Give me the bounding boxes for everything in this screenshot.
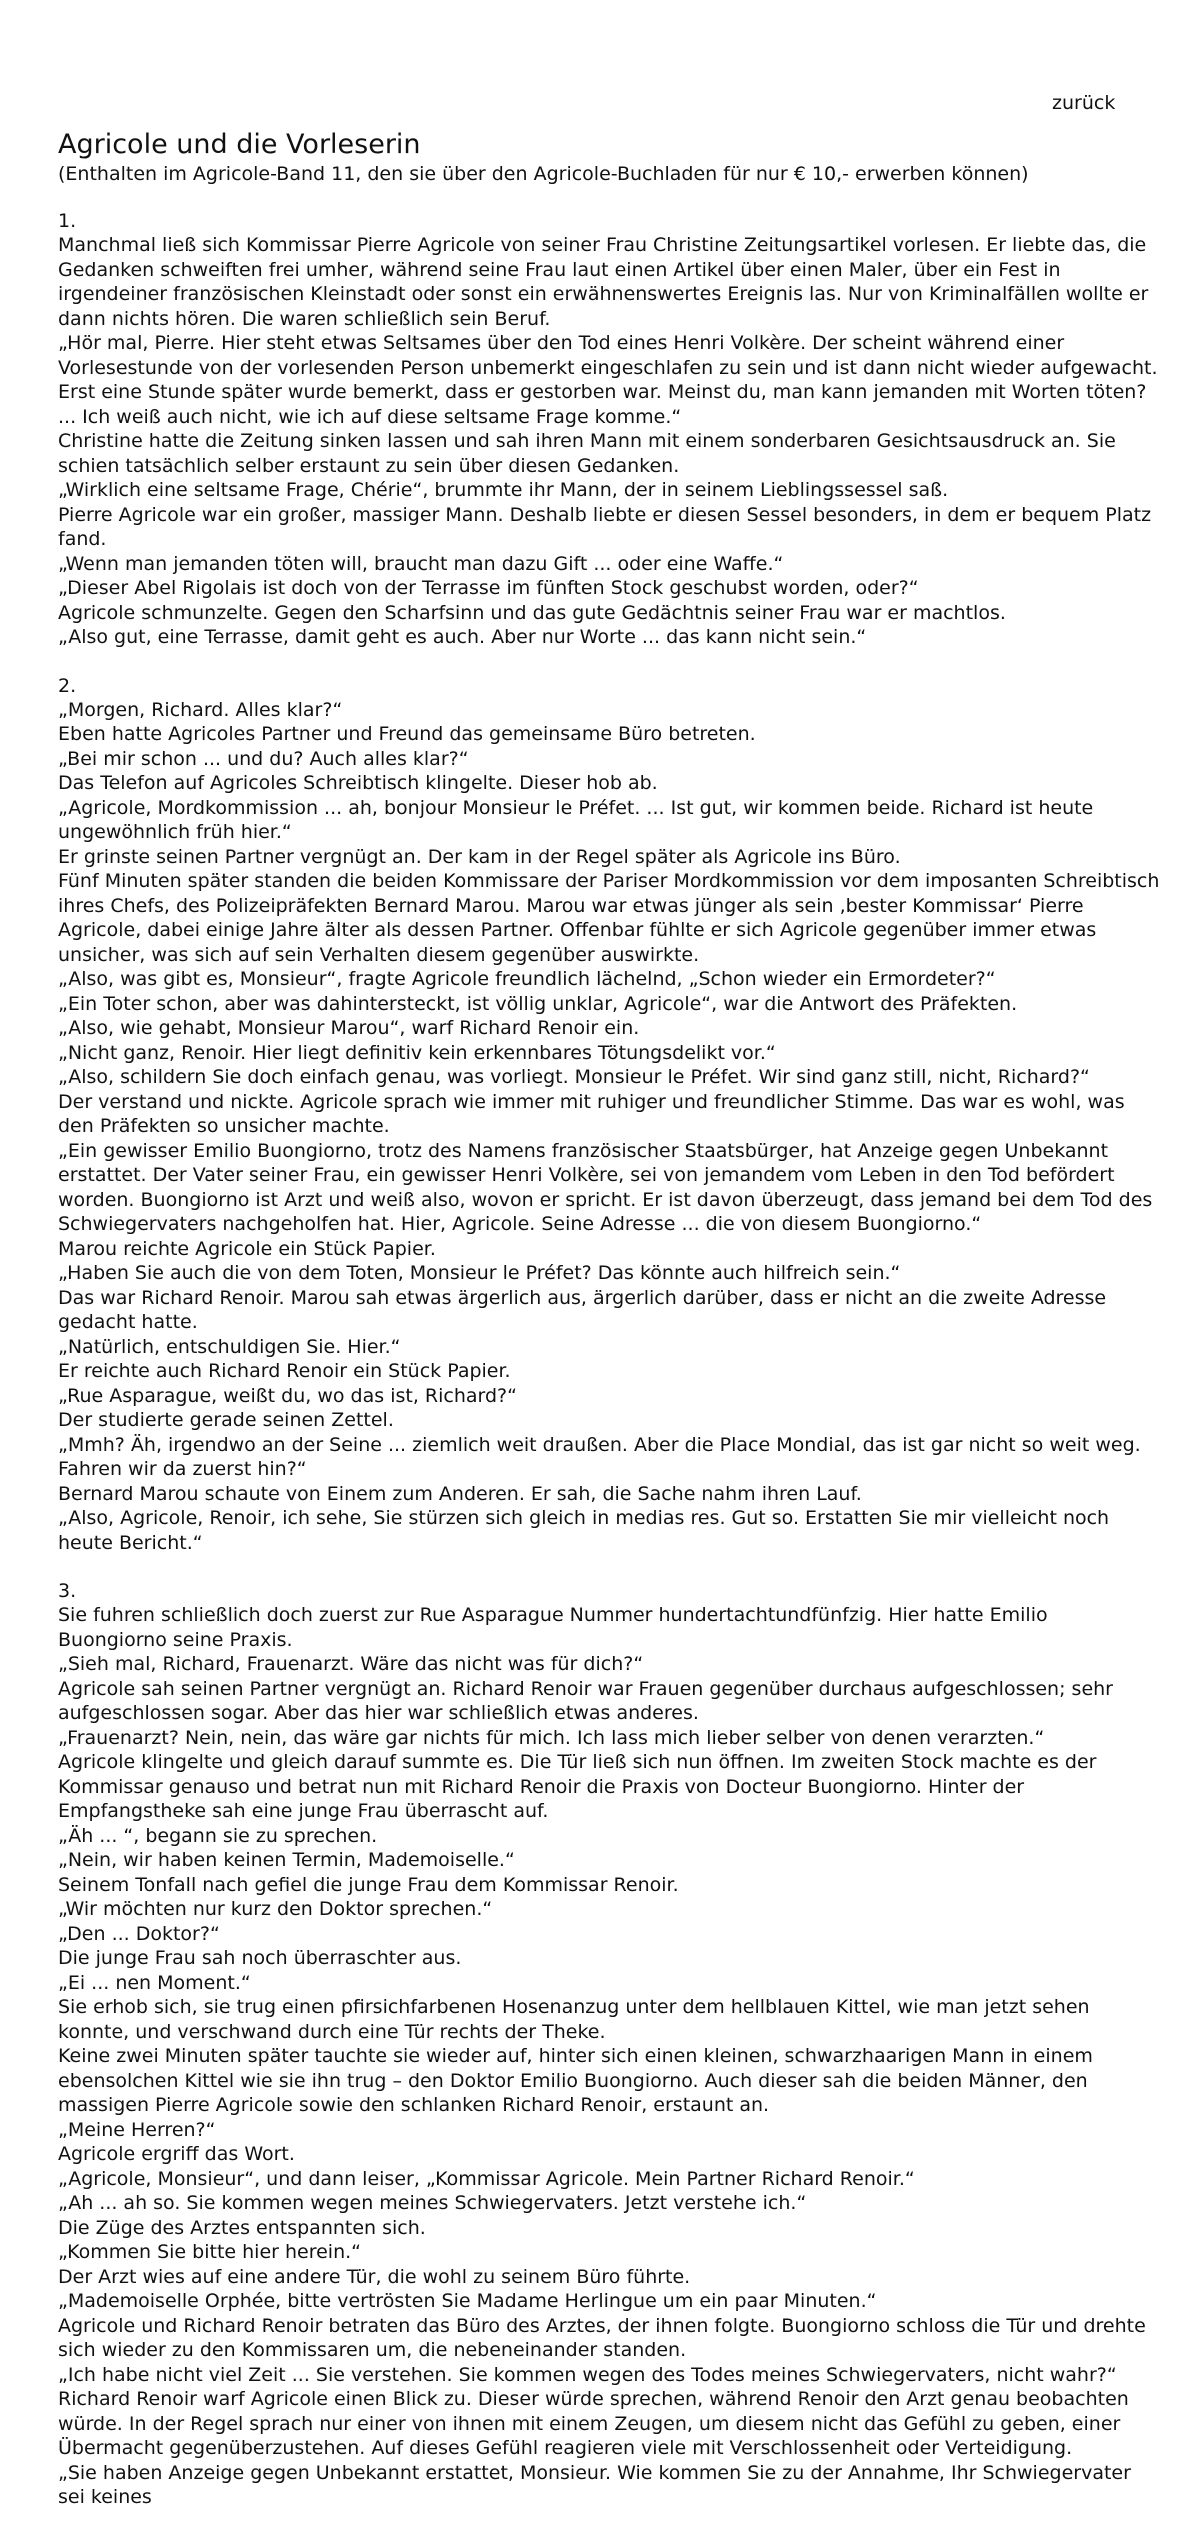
- story-paragraph: „Meine Herren?“: [58, 2118, 216, 2141]
- story-paragraph: „Also, wie gehabt, Monsieur Marou“, warf Richard Renoir ein.: [58, 1017, 640, 1039]
- story-paragraph: Richard Renoir warf Agricole einen Blick zu. Dieser würde sprechen, während Renoir den Arzt genau beobachten würde. In der Regel sprach nur einer von ihnen mit einem Zeugen, um diesem nicht das Gefühl zu geben, einer Übermacht gegenüberzustehen. Auf dieses Gefühl reagieren viele mit Verschlossenheit oder Verteidigung.: [58, 2388, 1129, 2459]
- story-paragraph: Manchmal ließ sich Kommissar Pierre Agricole von seiner Frau Christine Zeitungsartikel vorlesen. Er liebte das, die Gedanken schweiften frei umher, während seine Frau laut einen Artikel über einen Maler, über ein Fest in irgendeiner französischen Kleinstadt oder sonst ein erwähnenswertes Ereignis las. Nur von Kriminalfällen wollte er dann nichts hören. Die waren schließlich sein Beruf.: [58, 234, 1149, 330]
- story-paragraph: „Nein, wir haben keinen Termin, Mademoiselle.“: [58, 1849, 515, 1871]
- story-content: [58, 128, 1160, 2534]
- story-section: [58, 674, 1160, 1556]
- story-paragraph: „Wir möchten nur kurz den Doktor sprechen.“: [58, 1898, 493, 1920]
- story-paragraph: „Ei ... nen Moment.“: [58, 1971, 251, 1994]
- story-paragraph: „Sie haben Anzeige gegen Unbekannt erstattet, Monsieur. Wie kommen Sie zu der Annahme, Ihr Schwiegervater sei keines: [58, 2461, 1131, 2508]
- story-paragraph: „Mmh? Äh, irgendwo an der Seine ... ziemlich weit draußen. Aber die Place Mondial, das ist gar nicht so weit weg. Fahren wir da zuerst hin?“: [58, 1433, 1141, 1480]
- story-paragraph: „Äh ... “, begann sie zu sprechen.: [58, 1824, 378, 1847]
- story-paragraph: Keine zwei Minuten später tauchte sie wieder auf, hinter sich einen kleinen, schwarzhaarigen Mann in einem ebensolchen Kittel wie sie ihn trug – den Doktor Emilio Buongiorno. Auch dieser sah die beiden Männer, den massigen Pierre Agricole sowie den schlanken Richard Renoir, erstaunt an.: [58, 2045, 1093, 2116]
- section-number: 3.: [58, 1580, 77, 1602]
- story-paragraph: Marou reichte Agricole ein Stück Papier.: [58, 1237, 436, 1260]
- story-paragraph: Der studierte gerade seinen Zettel.: [58, 1409, 394, 1431]
- story-paragraph: Pierre Agricole war ein großer, massiger Mann. Deshalb liebte er diesen Sessel besonders, in dem er bequem Platz fand.: [58, 503, 1152, 550]
- story-paragraph: „Agricole, Monsieur“, und dann leiser, „Kommissar Agricole. Mein Partner Richard Renoir.“: [58, 2167, 915, 2190]
- story-paragraph: „Ah ... ah so. Sie kommen wegen meines Schwiegervaters. Jetzt verstehe ich.“: [58, 2192, 807, 2214]
- story-paragraph: „Dieser Abel Rigolais ist doch von der Terrasse im fünften Stock geschubst worden, oder?“: [58, 577, 919, 599]
- story-paragraph: Fünf Minuten später standen die beiden Kommissare der Pariser Mordkommission vor dem imposanten Schreibtisch ihres Chefs, des Polizeipräfekten Bernard Marou. Marou war etwas jünger als sein ‚bester Kommissar‘ Pierre Agricole, dabei einige Jahre älter als dessen Partner. Offenbar fühlte er sich Agricole gegenüber immer etwas unsicher, was sich auf sein Verhalten diesem gegenüber auswirkte.: [58, 870, 1160, 966]
- story-paragraph: Eben hatte Agricoles Partner und Freund das gemeinsame Büro betreten.: [58, 723, 756, 745]
- story-paragraph: Er reichte auch Richard Renoir ein Stück Papier.: [58, 1360, 511, 1382]
- story-paragraph: Agricole klingelte und gleich darauf summte es. Die Tür ließ sich nun öffnen. Im zweiten Stock machte es der Kommissar genauso und betrat nun mit Richard Renoir die Praxis von Docteur Buongiorno. Hinter der Empfangstheke sah eine junge Frau überrascht auf.: [58, 1751, 1097, 1822]
- story-paragraph: Das Telefon auf Agricoles Schreibtisch klingelte. Dieser hob ab.: [58, 772, 658, 794]
- story-paragraph: Agricole schmunzelte. Gegen den Scharfsinn und das gute Gedächtnis seiner Frau war er machtlos.: [58, 601, 1006, 624]
- section-number: 1.: [58, 210, 77, 232]
- story-paragraph: Bernard Marou schaute von Einem zum Anderen. Er sah, die Sache nahm ihren Lauf.: [58, 1482, 862, 1505]
- story-paragraph: „Hör mal, Pierre. Hier steht etwas Seltsames über den Tod eines Henri Volkère. Der scheint während einer Vorlesestunde von der vorlesenden Person unbemerkt eingeschlafen zu sein und ist dann nicht wieder aufgewacht. Erst eine Stunde später wurde bemerkt, dass er gestorben war. Meinst du, man kann jemanden mit Worten töten? ... Ich weiß auch nicht, wie ich auf diese seltsame Frage komme.“: [58, 332, 1158, 428]
- story-paragraph: Er grinste seinen Partner vergnügt an. Der kam in der Regel später als Agricole ins Büro.: [58, 845, 901, 868]
- story-paragraph: „Ich habe nicht viel Zeit ... Sie verstehen. Sie kommen wegen des Todes meines Schwiegervaters, nicht wahr?“: [58, 2363, 1117, 2386]
- story-paragraph: „Morgen, Richard. Alles klar?“: [58, 698, 343, 721]
- story-paragraph: „Also, was gibt es, Monsieur“, fragte Agricole freundlich lächelnd, „Schon wieder ein Ermordeter?“: [58, 968, 996, 990]
- story-paragraph: Die Züge des Arztes entspannten sich.: [58, 2216, 426, 2239]
- story-section: [58, 209, 1160, 650]
- story-paragraph: „Rue Asparague, weißt du, wo das ist, Richard?“: [58, 1384, 517, 1407]
- story-paragraph: Sie fuhren schließlich doch zuerst zur Rue Asparague Nummer hundertachtundfünfzig. Hier hatte Emilio Buongiorno seine Praxis.: [58, 1604, 1048, 1651]
- story-paragraph: „Also gut, eine Terrasse, damit geht es auch. Aber nur Worte ... das kann nicht sein.“: [58, 626, 867, 648]
- story-paragraph: „Also, Agricole, Renoir, ich sehe, Sie stürzen sich gleich in medias res. Gut so. Erstatten Sie mir vielleicht noch heute Bericht.“: [58, 1507, 1110, 1554]
- story-subtitle: (Enthalten im Agricole-Band 11, den sie über den Agricole-Buchladen für nur € 10,- erwerben können): [58, 163, 1029, 185]
- story-paragraph: „Nicht ganz, Renoir. Hier liegt definitiv kein erkennbares Tötungsdelikt vor.“: [58, 1041, 776, 1064]
- story-paragraph: Agricole ergriff das Wort.: [58, 2143, 295, 2165]
- story-paragraph: „Sieh mal, Richard, Frauenarzt. Wäre das nicht was für dich?“: [58, 1653, 644, 1675]
- story-paragraph: Das war Richard Renoir. Marou sah etwas ärgerlich aus, ärgerlich darüber, dass er nicht an die zweite Adresse gedacht hatte.: [58, 1286, 1107, 1333]
- story-paragraph: „Frauenarzt? Nein, nein, das wäre gar nichts für mich. Ich lass mich lieber selber von denen verarzten.“: [58, 1726, 1045, 1749]
- story-paragraph: Der verstand und nickte. Agricole sprach wie immer mit ruhiger und freundlicher Stimme. Das war es wohl, was den Präfekten so unsicher machte.: [58, 1090, 1125, 1137]
- story-paragraph: „Mademoiselle Orphée, bitte vertrösten Sie Madame Herlingue um ein paar Minuten.“: [58, 2290, 877, 2312]
- story-paragraph: Agricole sah seinen Partner vergnügt an. Richard Renoir war Frauen gegenüber durchaus aufgeschlossen; sehr aufgeschlossen sogar. Aber das hier war schließlich etwas anderes.: [58, 1677, 1113, 1724]
- story-title: Agricole und die Vorleserin: [58, 129, 421, 160]
- story-paragraph: Seinem Tonfall nach gefiel die junge Frau dem Kommissar Renoir.: [58, 1873, 679, 1896]
- story-paragraph: „Wirklich eine seltsame Frage, Chérie“, brummte ihr Mann, der in seinem Lieblingssessel saß.: [58, 479, 949, 501]
- section-number: 2.: [58, 674, 77, 697]
- story-paragraph: „Wenn man jemanden töten will, braucht man dazu Gift ... oder eine Waffe.“: [58, 552, 784, 575]
- story-sections: [58, 209, 1160, 2510]
- story-paragraph: „Den ... Doktor?“: [58, 1922, 220, 1945]
- story-paragraph: „Natürlich, entschuldigen Sie. Hier.“: [58, 1335, 401, 1358]
- story-paragraph: Agricole und Richard Renoir betraten das Büro des Arztes, der ihnen folgte. Buongiorno schloss die Tür und drehte sich wieder zu den Kommissaren um, die nebeneinander standen.: [58, 2314, 1146, 2361]
- story-paragraph: Die junge Frau sah noch überraschter aus.: [58, 1947, 462, 1969]
- story-paragraph: „Kommen Sie bitte hier herein.“: [58, 2241, 362, 2263]
- story-paragraph: „Ein Toter schon, aber was dahintersteckt, ist völlig unklar, Agricole“, war die Antwort des Präfekten.: [58, 992, 1018, 1015]
- back-link[interactable]: zurück: [1052, 92, 1116, 114]
- story-paragraph: „Ein gewisser Emilio Buongiorno, trotz des Namens französischer Staatsbürger, hat Anzeige gegen Unbekannt erstattet. Der Vater seiner Frau, ein gewisser Henri Volkère, sei von jemandem vom Leben in den Tod befördert worden. Buongiorno ist Arzt und weiß also, wovon er spricht. Er ist davon überzeugt, dass jemand bei dem Tod des Schwiegervaters nachgeholfen hat. Hier, Agricole. Seine Adresse ... die von diesem Buongiorno.“: [58, 1139, 1153, 1235]
- story-paragraph: „Agricole, Mordkommission ... ah, bonjour Monsieur le Préfet. ... Ist gut, wir kommen beide. Richard ist heute ungewöhnlich früh hier.“: [58, 796, 1094, 843]
- story-section: [58, 1579, 1160, 2510]
- story-paragraph: „Also, schildern Sie doch einfach genau, was vorliegt. Monsieur le Préfet. Wir sind ganz still, nicht, Richard?“: [58, 1066, 1090, 1088]
- story-paragraph: Der Arzt wies auf eine andere Tür, die wohl zu seinem Büro führte.: [58, 2265, 691, 2288]
- story-paragraph: Sie erhob sich, sie trug einen pfirsichfarbenen Hosenanzug unter dem hellblauen Kittel, wie man jetzt sehen konnte, und verschwand durch eine Tür rechts der Theke.: [58, 1996, 1090, 2043]
- story-paragraph: Christine hatte die Zeitung sinken lassen und sah ihren Mann mit einem sonderbaren Gesichtsausdruck an. Sie schien tatsächlich selber erstaunt zu sein über diesen Gedanken.: [58, 430, 1116, 477]
- story-paragraph: „Bei mir schon ... und du? Auch alles klar?“: [58, 747, 469, 770]
- story-paragraph: „Haben Sie auch die von dem Toten, Monsieur le Préfet? Das könnte auch hilfreich sein.“: [58, 1262, 901, 1284]
